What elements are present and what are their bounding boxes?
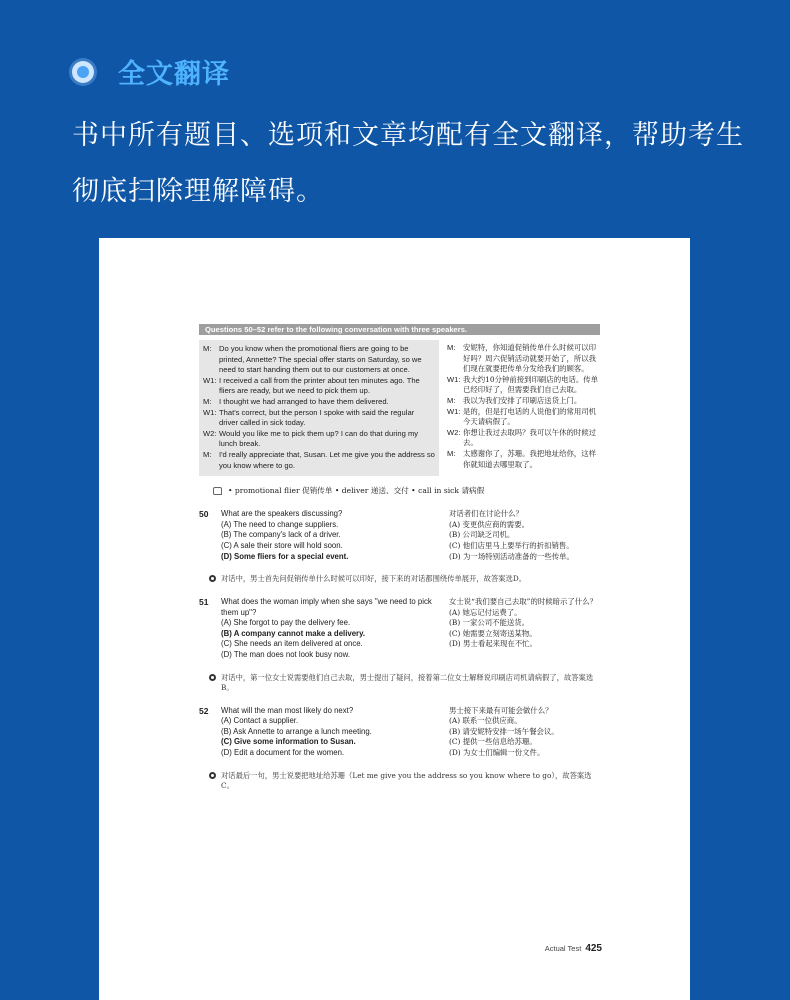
line-text: 你想让我过去取吗？我可以午休的时候过去。 [463, 427, 597, 448]
conversation [199, 340, 600, 476]
speaker-label: M: [447, 448, 456, 458]
question-english [221, 597, 435, 661]
question-52 [199, 706, 600, 759]
option-cn: (B) 请安妮特安排一场午餐会议。 [449, 726, 559, 736]
option: (D) Edit a document for the women. [221, 748, 345, 758]
question-stem: What does the woman imply when she says "we need to pick them up"? [221, 597, 432, 617]
speaker-label: W1: [447, 406, 461, 416]
option-cn: (C) 他们店里马上要举行的折扣销售。 [449, 540, 574, 550]
question-stem-cn: 男士接下来最有可能会做什么？ [449, 705, 553, 715]
conversation-line [447, 375, 600, 396]
line-text: I'd really appreciate that, Susan. Let me give you the address so you know where to go. [219, 449, 435, 470]
speaker-label: M: [447, 343, 456, 352]
question-list [199, 509, 600, 791]
question-chinese [435, 706, 600, 759]
circle-bullet-icon [72, 61, 94, 83]
questions-bar: Questions 50–52 refer to the following conversation with three speakers. [199, 324, 600, 335]
conversation-line [203, 450, 435, 471]
option-cn: (B) 公司缺乏司机。 [449, 530, 515, 540]
option: (A) She forgot to pay the delivery fee. [221, 618, 351, 628]
conversation-line [447, 449, 600, 470]
question-51 [199, 597, 600, 661]
question-chinese [435, 597, 600, 661]
explanation [199, 771, 600, 791]
speaker-label: M: [203, 396, 212, 406]
line-text: Would you like me to pick them up? I can do that during my lunch break. [219, 428, 419, 449]
speaker-label: W2: [447, 427, 461, 437]
line-text: 是的，但是打电话的人说他们的常用司机今天请病假了。 [463, 406, 597, 427]
page-number: 425 [585, 943, 602, 954]
speaker-label: W1: [203, 375, 217, 385]
conversation-line [203, 429, 435, 450]
question-english [221, 509, 435, 562]
speaker-label: W2: [203, 428, 217, 438]
line-text: 我以为我们安排了印刷店送货上门。 [463, 395, 582, 405]
section-header [72, 52, 230, 91]
line-text: I thought we had arranged to have them delivered. [219, 396, 389, 406]
question-number: 52 [199, 705, 209, 716]
conversation-line [203, 376, 435, 397]
speaker-label: W1: [447, 374, 461, 384]
explanation-text: 对话最后一句，男士说要把地址给苏珊（Let me give you the address so you know where to go），故答案选C。 [221, 770, 592, 790]
correct-option: (C) Give some information to Susan. [221, 737, 356, 747]
correct-option: (D) Some fliers for a special event. [221, 551, 349, 561]
circle-bullet-icon [209, 575, 216, 582]
option-cn: (D) 男士看起来现在不忙。 [449, 639, 537, 649]
correct-option: (B) A company cannot make a delivery. [221, 628, 365, 638]
question-number: 51 [199, 597, 209, 608]
conversation-line [447, 396, 600, 407]
option: (B) Ask Annette to arrange a lunch meeting. [221, 726, 372, 736]
conversation-line [447, 407, 600, 428]
conversation-line [447, 428, 600, 449]
option: (C) She needs an item delivered at once. [221, 639, 363, 649]
option-cn: (B) 一家公司不能送货。 [449, 618, 530, 628]
line-text: I received a call from the printer about ten minutes ago. The fliers are ready, but we need to pick them up. [219, 375, 420, 396]
option: (D) The man does not look busy now. [221, 650, 351, 660]
circle-bullet-icon [209, 674, 216, 681]
option-cn: (A) 变更供应商的需要。 [449, 519, 529, 529]
speaker-label: M: [203, 449, 212, 459]
intro-text: 书中所有题目、选项和文章均配有全文翻译，帮助考生彻底扫除理解障碍。 [72, 120, 744, 207]
line-text: 太感谢你了，苏珊。我把地址给你，这样你就知道去哪里取了。 [463, 448, 597, 469]
page-content [199, 324, 600, 791]
circle-bullet-icon [209, 772, 216, 779]
conversation-line [447, 343, 600, 375]
explanation [199, 673, 600, 693]
speaker-label: W1: [203, 407, 217, 417]
option-cn: (A) 她忘记付运费了。 [449, 607, 522, 617]
vocab-text: • promotional flier 促销传单 • deliver 递送、交付 • call in sick 请病假 [228, 486, 485, 496]
line-text: 安妮特，你知道促销传单什么时候可以印好吗？周六促销活动就要开始了，所以我们现在就要把传单分发给我们的顾客。 [463, 343, 597, 374]
option-cn: (C) 提供一些信息给苏珊。 [449, 737, 537, 747]
question-number: 50 [199, 509, 209, 520]
option: (C) A sale their store will hold soon. [221, 540, 343, 550]
line-text: That's correct, but the person I spoke with said the regular driver called in sick today. [219, 407, 415, 428]
conversation-english [199, 340, 439, 476]
conversation-line [203, 397, 435, 408]
option: (B) The company's lack of a driver. [221, 530, 341, 540]
option-cn: (D) 为一场特别活动准备的一些传单。 [449, 551, 574, 561]
question-chinese [435, 509, 600, 562]
conversation-line [203, 344, 435, 376]
question-stem-cn: 女士说“我们要自己去取”的时候暗示了什么？ [449, 597, 597, 607]
question-english [221, 706, 435, 759]
option-cn: (C) 她需要立刻寄送某物。 [449, 628, 537, 638]
question-50 [199, 509, 600, 562]
line-text: Do you know when the promotional fliers are going to be printed, Annette? The special offer starts on Saturday, so we need to start handing them out to our customers at once. [219, 344, 422, 375]
question-stem: What are the speakers discussing? [221, 509, 343, 519]
speaker-label: M: [203, 344, 212, 353]
book-page [99, 238, 690, 1000]
footer-label: Actual Test [544, 944, 582, 953]
conversation-line [203, 408, 435, 429]
note-icon [213, 487, 222, 495]
section-title: 全文翻译 [118, 59, 230, 90]
explanation-text: 对话中，男士首先问促销传单什么时候可以印好，接下来的对话都围绕传单展开，故答案选D。 [221, 574, 527, 584]
option: (A) The need to change suppliers. [221, 519, 339, 529]
explanation [199, 574, 600, 584]
speaker-label: M: [447, 395, 456, 405]
vocab-row [199, 485, 600, 496]
option-cn: (A) 联系一位供应商。 [449, 716, 522, 726]
question-stem: What will the man most likely do next? [221, 705, 354, 715]
question-stem-cn: 对话者们在讨论什么？ [449, 509, 523, 519]
option: (A) Contact a supplier. [221, 716, 299, 726]
explanation-text: 对话中，第一位女士说需要他们自己去取，男士提出了疑问，接着第二位女士解释说印刷店司机请病假了，故答案选B。 [221, 672, 594, 692]
page-footer [545, 943, 602, 954]
line-text: 我大约10分钟前接到印刷店的电话。传单已经印好了，但需要我们自己去取。 [463, 374, 599, 395]
conversation-chinese [439, 340, 600, 476]
option-cn: (D) 为女士们编辑一份文件。 [449, 748, 545, 758]
